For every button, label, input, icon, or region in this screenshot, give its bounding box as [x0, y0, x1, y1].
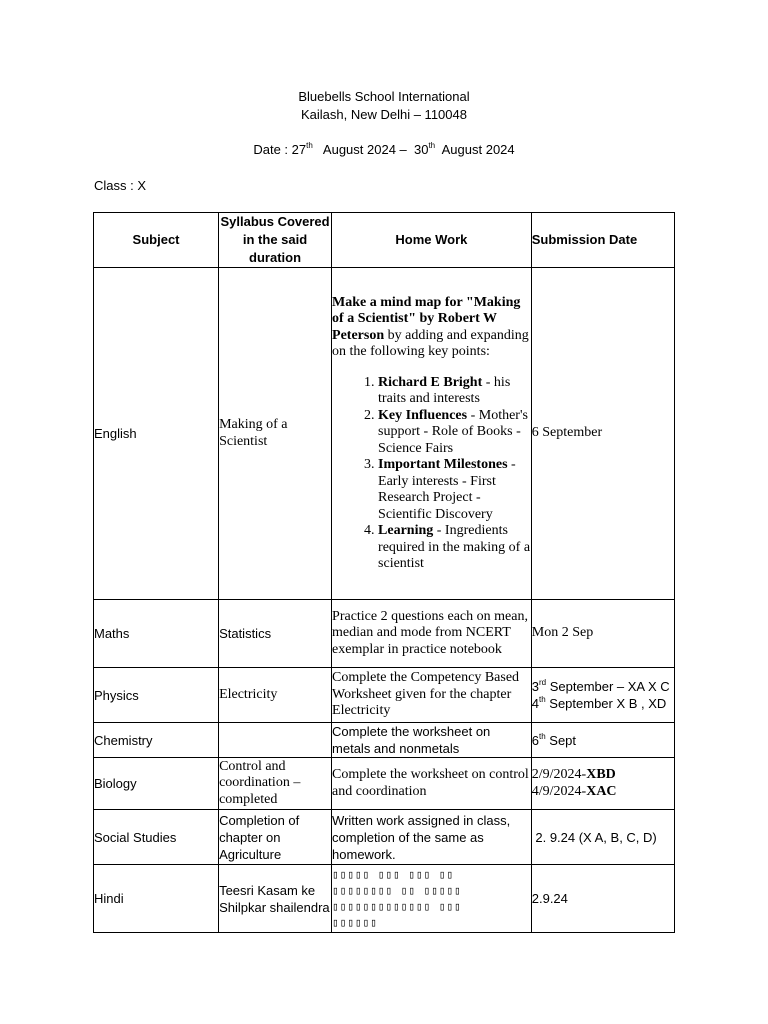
hindi-line: ▯▯▯▯▯ ▯▯▯ ▯▯▯ ▯▯ — [332, 867, 454, 881]
list-item — [378, 457, 531, 523]
english-task — [332, 295, 531, 361]
point-text: - Early interests - First Research Project - Scientific Discovery — [378, 457, 516, 522]
homework-cell: Complete the worksheet on metals and nonmetals — [332, 723, 532, 758]
date-num: 3 — [531, 679, 539, 694]
school-address: Kailash, New Delhi – 110048 — [301, 107, 467, 122]
syllabus-cell: Electricity — [219, 668, 332, 723]
header-homework: Home Work — [332, 213, 532, 268]
table-row — [94, 723, 675, 758]
class-label: Class : X — [94, 178, 147, 193]
date-sup-1: th — [306, 141, 313, 150]
syllabus-cell: Making of a Scientist — [219, 268, 332, 600]
date-rest: Sept — [545, 732, 577, 748]
syllabus-cell: Statistics — [219, 600, 332, 668]
date-rest: September – XA X C — [546, 679, 670, 694]
date-line-1 — [532, 767, 674, 784]
date-sup-2: th — [428, 141, 436, 150]
list-item — [378, 408, 531, 458]
hindi-line: ▯▯▯▯▯▯ — [332, 915, 378, 929]
point-title: Richard E Bright — [378, 374, 483, 390]
table-row — [94, 810, 675, 865]
subject-cell: Physics — [94, 668, 219, 723]
subject-cell: Chemistry — [94, 723, 219, 758]
date-cell: 2.9.24 — [531, 865, 674, 933]
date-line-2 — [532, 695, 674, 712]
homework-cell: Complete the worksheet on control and coordination — [332, 758, 532, 810]
subject-cell: Hindi — [94, 865, 219, 933]
header-row — [94, 213, 675, 268]
date-text: 4/9/2024- — [531, 783, 587, 799]
date-range — [0, 142, 768, 157]
date-cell: 6 September — [531, 268, 674, 600]
date-num: 6 — [531, 732, 539, 748]
homework-table — [93, 212, 675, 933]
list-item — [378, 375, 531, 408]
point-text: - Ingredients required in the making of a scientist — [378, 523, 531, 571]
table-row — [94, 268, 675, 600]
header-subject: Subject — [94, 213, 219, 268]
list-item — [378, 523, 531, 573]
syllabus-cell: Teesri Kasam ke Shilpkar shailendra — [219, 865, 332, 933]
table-row — [94, 600, 675, 668]
date-sup: rd — [538, 678, 547, 687]
table-row — [94, 668, 675, 723]
date-cell — [531, 668, 674, 723]
syllabus-cell — [219, 723, 332, 758]
header-syllabus: Syllabus Covered in the said duration — [219, 213, 332, 268]
english-task-rest: by adding and expanding on the following key points: — [332, 327, 529, 359]
date-cell: 2. 9.24 (X A, B, C, D) — [531, 810, 674, 865]
point-title: Key Influences — [378, 407, 468, 423]
date-cell — [531, 723, 674, 758]
hindi-line: ▯▯▯▯▯▯▯▯ ▯▯ ▯▯▯▯▯ — [332, 883, 462, 897]
point-title: Important Milestones — [378, 457, 508, 472]
date-cell — [531, 758, 674, 810]
point-text: - his traits and interests — [378, 374, 511, 406]
date-num: 4 — [531, 696, 539, 711]
date-prefix: Date : 27 — [253, 142, 307, 157]
syllabus-cell: Completion of chapter on Agriculture — [219, 810, 332, 865]
point-title: Learning — [378, 523, 434, 538]
subject-cell: Biology — [94, 758, 219, 810]
homework-cell: Practice 2 questions each on mean, median and mode from NCERT exemplar in practice notebook — [332, 600, 532, 668]
date-rest: September X B , XD — [545, 696, 667, 711]
date-cell: Mon 2 Sep — [531, 600, 674, 668]
subject-cell: Social Studies — [94, 810, 219, 865]
english-task-bold: Make a mind map for "Making of a Scientist" by Robert W Peterson — [332, 294, 521, 343]
homework-cell — [332, 268, 532, 600]
date-end: August 2024 — [435, 142, 515, 157]
homework-cell — [332, 865, 532, 933]
date-class: XAC — [586, 783, 617, 799]
subject-cell: English — [94, 268, 219, 600]
subject-cell: Maths — [94, 600, 219, 668]
point-text: - Mother's support - Role of Books - Science Fairs — [378, 407, 528, 456]
date-class: XBD — [586, 767, 616, 782]
homework-cell: Complete the Competency Based Worksheet given for the chapter Electricity — [332, 668, 532, 723]
school-name: Bluebells School International — [298, 89, 470, 104]
date-text: 2/9/2024- — [531, 767, 587, 782]
hindi-line: ▯▯▯▯▯▯▯▯▯▯▯▯▯ ▯▯▯ — [332, 899, 462, 913]
key-points-list — [332, 375, 531, 573]
homework-cell: Written work assigned in class, completion of the same as homework. — [332, 810, 532, 865]
table-row — [94, 865, 675, 933]
table-row — [94, 758, 675, 810]
date-mid: August 2024 – 30 — [312, 142, 429, 157]
header-submission: Submission Date — [531, 213, 674, 268]
date-sup: th — [538, 731, 546, 741]
syllabus-cell: Control and coordination – completed — [219, 758, 332, 810]
date-line-1 — [532, 678, 674, 695]
date-sup: th — [538, 695, 546, 704]
date-line-2 — [532, 784, 674, 801]
